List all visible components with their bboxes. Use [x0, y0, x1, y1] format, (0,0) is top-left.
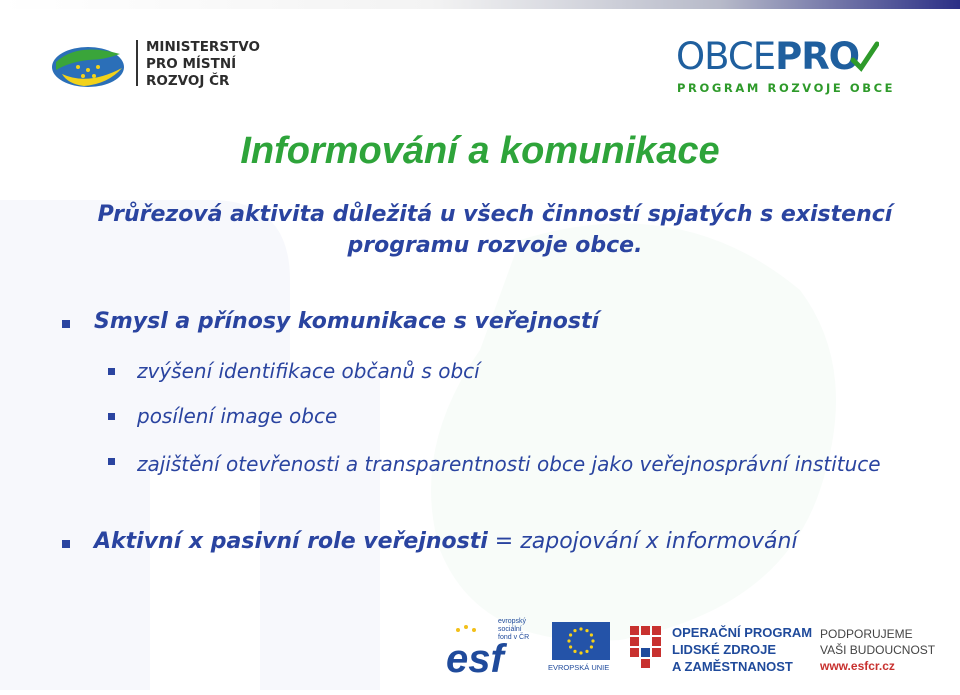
- obcepro-obce: OBCE: [676, 35, 776, 78]
- op-people-icon: [630, 622, 666, 672]
- eu-logo-strip: [444, 612, 944, 682]
- support-line-1: PODPORUJEME: [820, 627, 913, 641]
- bullet-aktivni-bold: Aktivní x pasivní role veřejnosti: [94, 529, 488, 554]
- sub-item-2: posílení image obce: [137, 404, 338, 428]
- op-line-2: LIDSKÉ ZDROJE: [672, 642, 777, 657]
- bullet-aktivni-rest: = zapojování x informování: [487, 529, 798, 554]
- top-gradient-bar: [0, 0, 960, 9]
- esf-text: [498, 618, 529, 642]
- obcepro-pro: PRO: [775, 35, 860, 78]
- slide-title: Informování a komunikace: [240, 130, 720, 172]
- support-url: www.esfcr.cz: [820, 659, 895, 673]
- sub-item-3: zajištění otevřenosti a transparentnosti obce jako veřejnosprávní instituce: [137, 452, 881, 476]
- esf-line-3: fond v ČR: [498, 634, 530, 641]
- esf-line-1: evropský: [498, 618, 527, 625]
- obcepro-wordmark: [676, 36, 859, 78]
- obcepro-check-icon: [849, 40, 879, 76]
- sub-bullet-marker: [108, 458, 115, 465]
- sub-item-1: zvýšení identifikace občanů s obcí: [137, 359, 480, 383]
- esf-line-2: sociální: [498, 626, 522, 633]
- mmr-emblem-icon: [48, 40, 128, 90]
- op-line-3: A ZAMĚSTNANOST: [672, 659, 793, 674]
- eu-caption: EVROPSKÁ UNIE: [548, 663, 610, 672]
- mmr-logo-text: [146, 39, 276, 90]
- sub-bullet-marker: [108, 368, 115, 375]
- op-text: [672, 624, 812, 675]
- support-text: [820, 626, 935, 674]
- obcepro-logo: [676, 35, 916, 100]
- sub-bullet-marker: [108, 413, 115, 420]
- bullet-marker: [62, 540, 70, 548]
- obcepro-subtitle: PROGRAM ROZVOJE OBCE: [677, 81, 896, 95]
- svg-text:esf: esf: [446, 637, 504, 677]
- bullet-aktivni: [94, 529, 798, 554]
- bullet-smysl: Smysl a přínosy komunikace s veřejností: [94, 309, 600, 334]
- op-line-1: OPERAČNÍ PROGRAM: [672, 625, 813, 640]
- mmr-line-3: ROZVOJ ČR: [146, 73, 230, 89]
- eu-flag-icon: [552, 622, 610, 660]
- mmr-logo-separator: [136, 40, 138, 86]
- mmr-line-2: PRO MÍSTNÍ: [146, 56, 237, 72]
- mmr-logo: [48, 40, 268, 92]
- slide-subtitle: Průřezová aktivita důležitá u všech činností spjatých s existencí programu rozvoje obce.: [97, 202, 893, 258]
- support-line-2: VAŠI BUDOUCNOST: [820, 643, 936, 657]
- mmr-line-1: MINISTERSTVO: [146, 39, 260, 55]
- bullet-marker: [62, 320, 70, 328]
